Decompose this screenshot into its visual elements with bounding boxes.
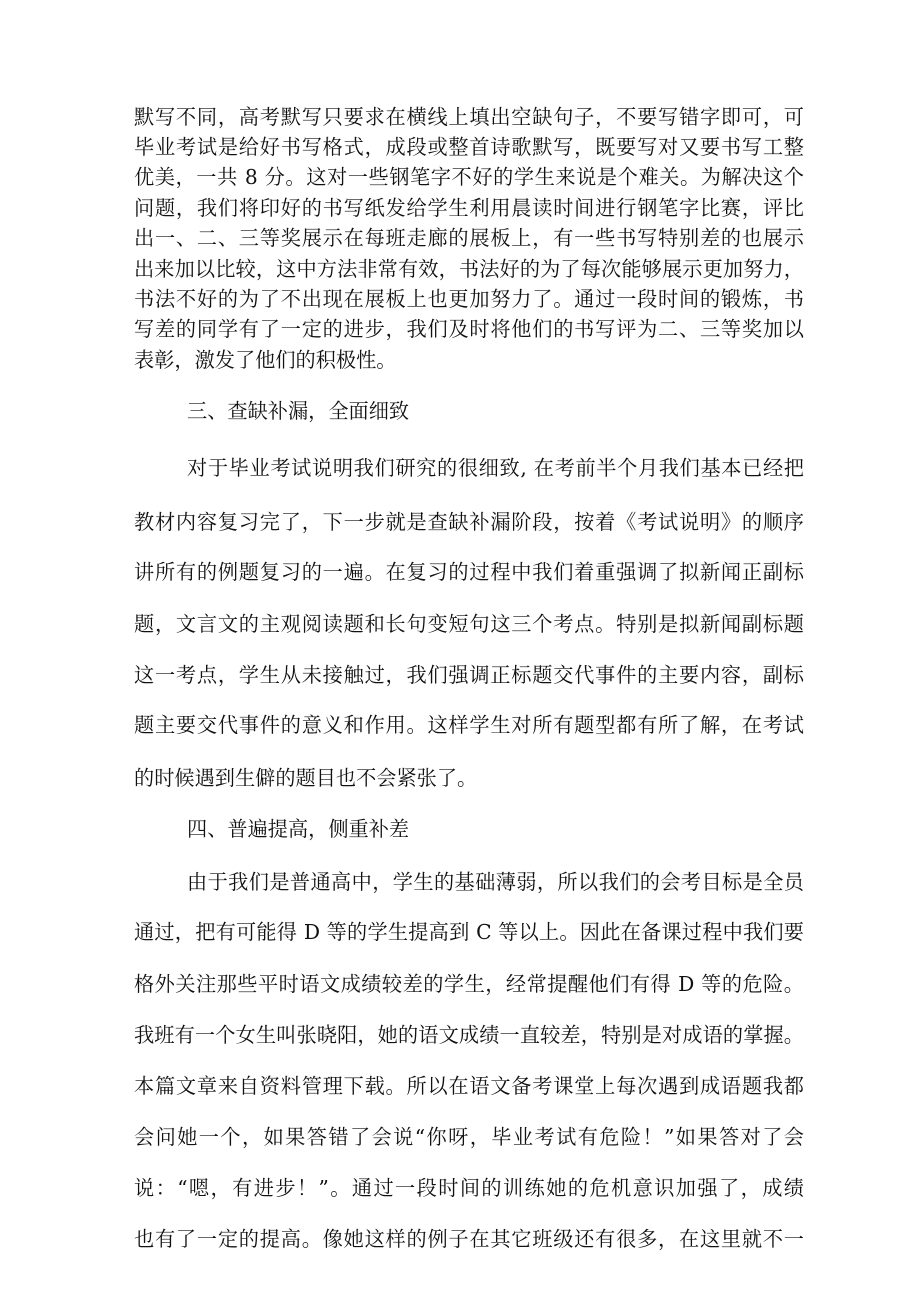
paragraph-3-line: 也有了一定的提高。像她这样的例子在其它班级还有很多，在这里就不一 — [134, 1227, 804, 1251]
paragraph-2-line: 题，文言文的主观阅读题和长句变短句这三个考点。特别是拟新闻副标题 — [134, 612, 804, 636]
paragraph-1-line: 毕业考试是给好书写格式，成段或整首诗歌默写，既要写对又要书写工整 — [134, 135, 804, 159]
paragraph-1-line: 写差的同学有了一定的进步，我们及时将他们的书写评为二、三等奖加以 — [134, 317, 804, 341]
paragraph-3-line: 由于我们是普通高中，学生的基础薄弱，所以我们的会考目标是全员 — [187, 870, 804, 894]
paragraph-1-line: 优美，一共 8 分。这对一些钢笔字不好的学生来说是个难关。为解决这个 — [134, 165, 804, 189]
section-heading-4: 四、普遍提高，侧重补差 — [187, 817, 410, 841]
paragraph-3-line: 通过，把有可能得 D 等的学生提高到 C 等以上。因此在备课过程中我们要 — [134, 920, 804, 944]
paragraph-1-line: 出来加以比较，这中方法非常有效，书法好的为了每次能够展示更加努力， — [134, 257, 804, 281]
paragraph-3-line: 格外关注那些平时语文成绩较差的学生，经常提醒他们有得 D 等的危险。 — [134, 972, 804, 996]
section-heading-3: 三、查缺补漏，全面细致 — [187, 399, 410, 423]
paragraph-1-line: 出一、二、三等奖展示在每班走廊的展板上，有一些书写特别差的也展示 — [134, 226, 804, 250]
paragraph-2-line: 这一考点，学生从未接触过，我们强调正标题交代事件的主要内容，副标 — [134, 663, 804, 687]
paragraph-3-line: 我班有一个女生叫张晓阳，她的语文成绩一直较差，特别是对成语的掌握。 — [134, 1023, 804, 1047]
paragraph-3-line: 会问她一个，如果答错了会说“你呀，毕业考试有危险！”如果答对了会 — [134, 1125, 804, 1149]
paragraph-2-line: 对于毕业考试说明我们研究的很细致, 在考前半个月我们基本已经把 — [187, 456, 804, 480]
paragraph-2-line: 的时候遇到生僻的题目也不会紧张了。 — [134, 766, 478, 790]
paragraph-2-line: 讲所有的例题复习的一遍。在复习的过程中我们着重强调了拟新闻正副标 — [134, 560, 804, 584]
paragraph-2-line: 教材内容复习完了，下一步就是查缺补漏阶段，按着《考试说明》的顺序 — [134, 510, 804, 534]
paragraph-3-line: 说：“嗯，有进步！”。通过一段时间的训练她的危机意识加强了，成绩 — [134, 1176, 804, 1200]
paragraph-1-line: 表彰，激发了他们的积极性。 — [134, 348, 397, 372]
paragraph-1-line: 书法不好的为了不出现在展板上也更加努力了。通过一段时间的锻炼，书 — [134, 287, 804, 311]
paragraph-1-line: 问题，我们将印好的书写纸发给学生利用晨读时间进行钢笔字比赛，评比 — [134, 196, 804, 220]
paragraph-3-line: 本篇文章来自资料管理下载。所以在语文备考课堂上每次遇到成语题我都 — [134, 1074, 804, 1098]
paragraph-2-line: 题主要交代事件的意义和作用。这样学生对所有题型都有所了解，在考试 — [134, 713, 804, 737]
paragraph-1-line: 默写不同，高考默写只要求在横线上填出空缺句子，不要写错字即可，可 — [134, 105, 804, 129]
